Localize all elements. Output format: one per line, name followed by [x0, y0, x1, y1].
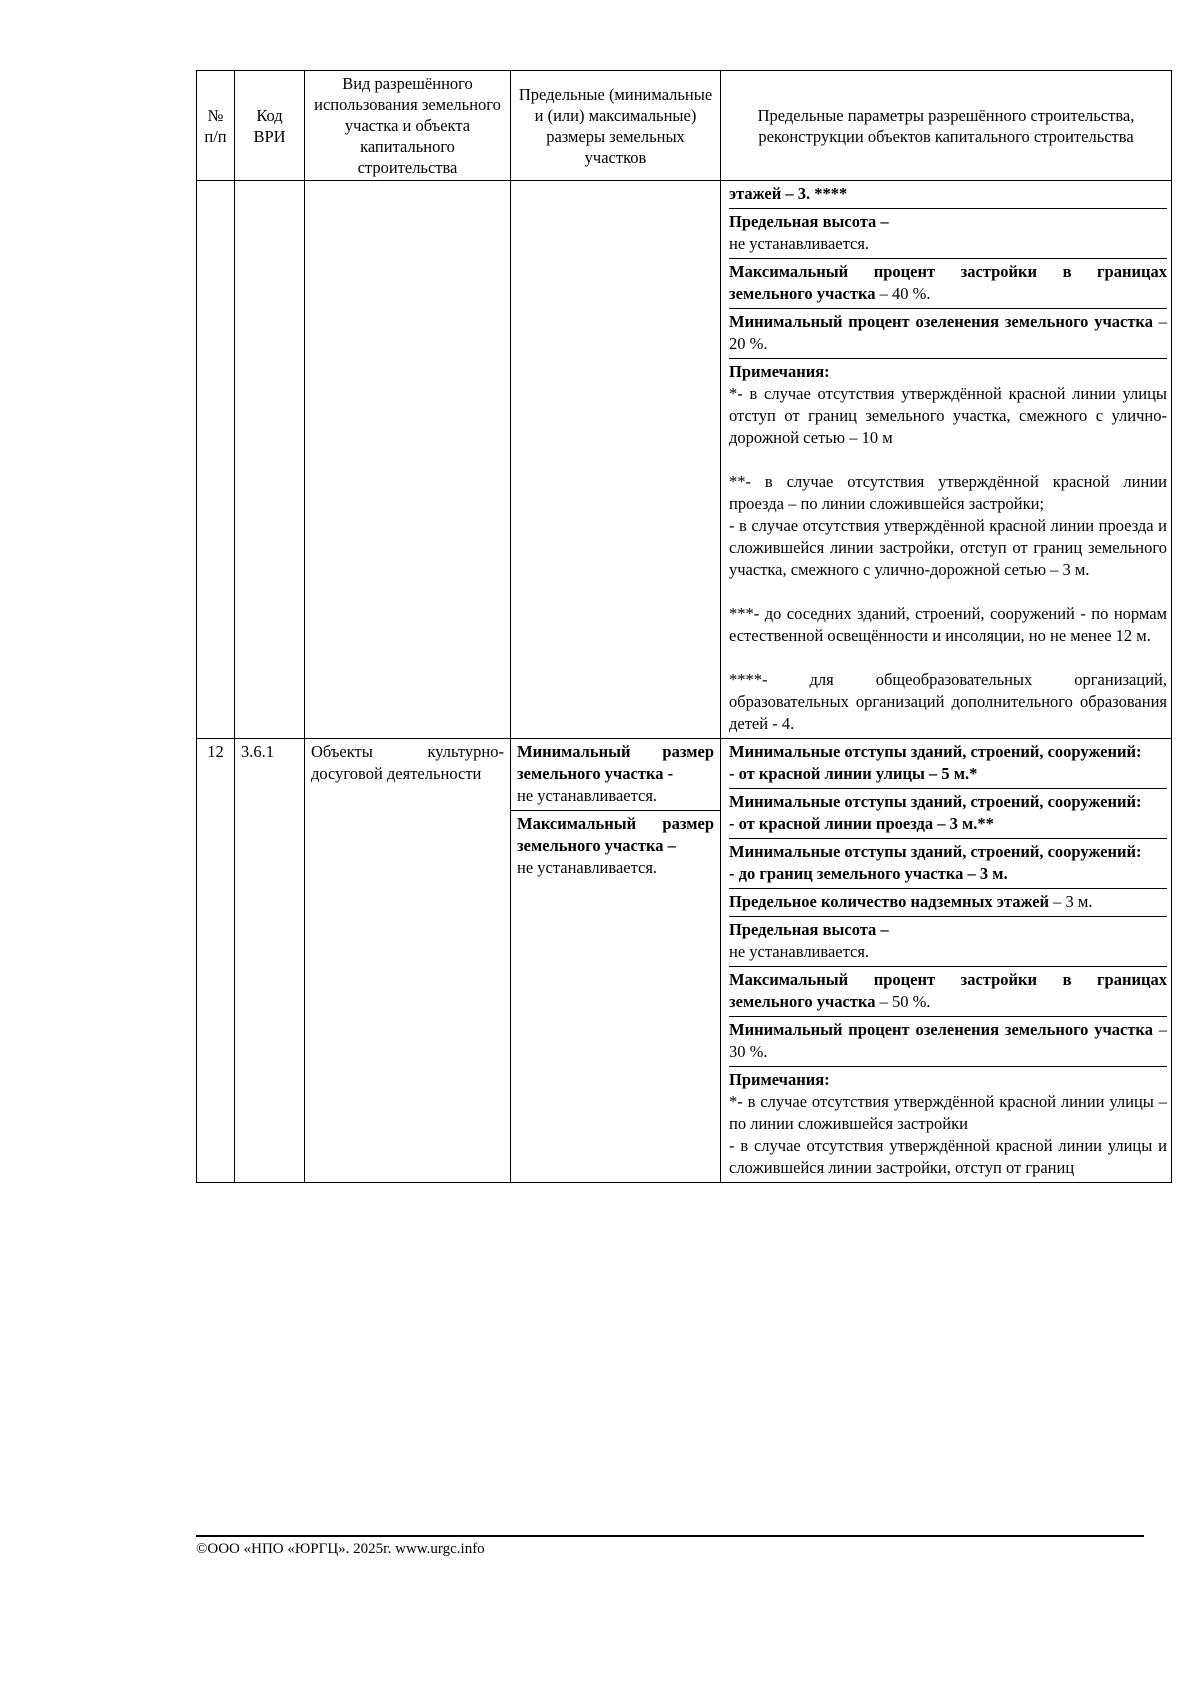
footer-divider: [196, 1535, 1144, 1537]
floors-tail: этажей – 3. ****: [729, 181, 1167, 209]
height-block-12: Предельная высота – не устанавливается.: [729, 917, 1167, 967]
build-percent-block-12: Максимальный процент застройки в границах земельного участка – 50 %.: [729, 967, 1167, 1017]
header-sizes: Предельные (минимальные и (или) максимальные) размеры земельных участков: [511, 71, 721, 181]
green-percent-block: Минимальный процент озеленения земельного участка – 20 %.: [729, 309, 1167, 359]
table-row-continuation: [197, 181, 1172, 739]
sizes-cell: [511, 739, 721, 1183]
table-header-row: [197, 71, 1172, 181]
min-size-block: Минимальный размер земельного участка - не устанавливается.: [511, 739, 720, 811]
note-3: ***- до соседних зданий, строений, сооружений - по нормам естественной освещённости и инсоляции, но не менее 12 м.: [729, 604, 1167, 645]
header-code: Код ВРИ: [235, 71, 305, 181]
regulations-table: [196, 70, 1172, 1183]
row-code: 3.6.1: [235, 739, 305, 1183]
build-percent-block: Максимальный процент застройки в границах земельного участка – 40 %.: [729, 259, 1167, 309]
footer-copyright: ©ООО «НПО «ЮРГЦ». 2025г. www.urgc.info: [196, 1541, 485, 1557]
note-2b: - в случае отсутствия утверждённой красной линии проезда и сложившейся линии застройки, отступ от границ земельного участка, смежного с улично-дорожной сетью – 3 м.: [729, 516, 1167, 579]
setback-2-block: Минимальные отступы зданий, строений, сооружений: - от красной линии проезда – 3 м.**: [729, 789, 1167, 839]
note-12-1a: *- в случае отсутствия утверждённой красной линии улицы – по линии сложившейся застройки: [729, 1092, 1167, 1133]
notes-block-12: Примечания: *- в случае отсутствия утверждённой красной линии улицы – по линии сложившейся застройки - в случае отсутствия утверждённой красной линии улицы и сложившейся линии застройки, отступ от границ: [729, 1070, 1167, 1177]
note-4: ****- для общеобразовательных организаций, образовательных организаций дополнительного образования детей - 4.: [729, 670, 1167, 733]
max-size-block: Максимальный размер земельного участка – не устанавливается.: [517, 814, 714, 877]
floors-block: Предельное количество надземных этажей – 3 м.: [729, 889, 1167, 917]
notes-block: Примечания: *- в случае отсутствия утверждённой красной линии улицы отступ от границ земельного участка, смежного с улично-дорожной сетью – 10 м **- в случае отсутствия утверждённой красной линии проезда – по линии сложившейся застройки; - в случае отсутствия утверждённой красной линии проезда и сложившейся линии застройки, отступ от границ земельного участка, смежного с улично-дорожной сетью – 3 м. ***- до соседних зданий, строений, сооружений - по нормам естественной освещённости и инсоляции, но не менее 12 м. ****- для общеобразовательных организаций, образовательных организаций дополнительного образования детей - 4.: [729, 362, 1167, 733]
params-cell-12: [721, 739, 1172, 1183]
table-row-12: [197, 739, 1172, 1183]
note-2a: **- в случае отсутствия утверждённой красной линии проезда – по линии сложившейся застройки;: [729, 472, 1167, 513]
setback-1-block: Минимальные отступы зданий, строений, сооружений: - от красной линии улицы – 5 м.*: [729, 739, 1167, 789]
header-num: № п/п: [197, 71, 235, 181]
params-cell-prev: [721, 181, 1172, 739]
setback-3-block: Минимальные отступы зданий, строений, сооружений: - до границ земельного участка – 3 м.: [729, 839, 1167, 889]
note-12-1b: - в случае отсутствия утверждённой красной линии улицы и сложившейся линии застройки, отступ от границ: [729, 1136, 1167, 1177]
header-params: Предельные параметры разрешённого строительства, реконструкции объектов капитального строительства: [721, 71, 1172, 181]
row-num: 12: [197, 739, 235, 1183]
note-1: *- в случае отсутствия утверждённой красной линии улицы отступ от границ земельного участка, смежного с улично-дорожной сетью – 10 м: [729, 384, 1167, 447]
height-block: Предельная высота – не устанавливается.: [729, 209, 1167, 259]
header-use: Вид разрешённого использования земельного участка и объекта капитального строительства: [305, 71, 511, 181]
row-use: Объекты культурно-досуговой деятельности: [305, 739, 511, 1183]
green-percent-block-12: Минимальный процент озеленения земельного участка – 30 %.: [729, 1017, 1167, 1067]
